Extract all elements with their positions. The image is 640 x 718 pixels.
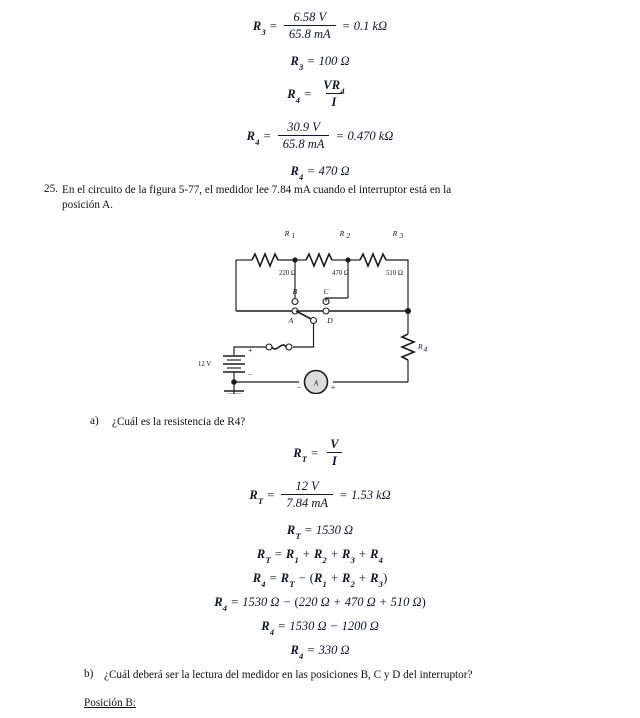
fraction-denominator: 65.8 mA [278, 135, 330, 151]
switch-label-A: A [288, 316, 294, 325]
fuse-terminal-left [266, 344, 272, 350]
resistor-R4-subscript: 4 [423, 344, 428, 354]
fraction-numerator: $VR_4$ [323, 78, 345, 97]
question-a-marker: a) [90, 415, 99, 427]
question-b-marker: b) [84, 668, 94, 680]
question-a-text: ¿Cuál es la resistencia de R4? [112, 416, 246, 428]
resistor-R3-symbol [360, 254, 386, 266]
equation-r4-answer: $R_4$ = 330 Ω [290, 643, 350, 662]
switch-pivot [311, 318, 317, 324]
equation-lhs: $R_T$ [286, 523, 301, 542]
fraction-numerator: 30.9 V [287, 120, 320, 134]
circuit-diagram-figure-5-77 [196, 222, 444, 394]
battery-voltage-label: 12 V [198, 361, 212, 368]
resistor-R4-symbol [402, 334, 414, 360]
ammeter-label: A [313, 378, 319, 388]
switch-contact-B [292, 299, 298, 305]
equation-lhs: $R_4$ [246, 128, 260, 147]
resistor-R4-label: R [418, 342, 423, 351]
resistor-R2-value: 470 Ω [332, 270, 349, 277]
ammeter-plus-terminal: + [330, 383, 336, 392]
battery-minus-sign: − [248, 370, 253, 379]
equation-lhs: $R_4$ [290, 164, 304, 183]
fuse-terminal-right [286, 344, 292, 350]
switch-label-D: D [327, 316, 333, 325]
problem-statement-line2: posición A. [62, 199, 113, 211]
equation-lhs: $R_T$ [249, 487, 264, 506]
resistor-R1-subscript: 1 [291, 231, 296, 240]
equation-result: 1.53 kΩ [351, 487, 391, 502]
resistor-R2-label: R [339, 229, 345, 238]
problem-statement-line1: En el circuito de la figura 5-77, el medidor lee 7.84 mA cuando el interruptor está en la [62, 184, 452, 196]
equation-result: 1530 Ω [315, 523, 354, 537]
fraction-numerator: 12 V [295, 479, 319, 493]
equation-rt-formula: $R_T$ = $\frac{V}{I}$ [0, 437, 640, 469]
resistor-R1-symbol [252, 254, 278, 266]
equation-r4-difference: $R_4$ = 1530 Ω − 1200 Ω [261, 619, 379, 638]
equation-lhs: $R_T$ [293, 445, 308, 464]
wire-r3-to-right-rail [386, 260, 408, 311]
equation-lhs: $R_3$ [252, 18, 266, 37]
equation-lhs: $R_3$ [290, 54, 304, 73]
fraction-numerator: 6.58 V [293, 10, 327, 24]
equation-result: 100 Ω [318, 54, 350, 68]
resistor-R2-symbol [306, 254, 332, 266]
resistor-R3-value: 510 Ω [386, 270, 403, 277]
equation-rt-value: $R_T$ = 1530 Ω [286, 523, 354, 542]
switch-label-B: B [292, 287, 298, 296]
equation-r4-formula: $R_4$ = $\frac{VR_4}{I}$ [0, 78, 640, 110]
wire-switch-to-fuse [293, 324, 314, 348]
resistor-R3-label: R [392, 229, 398, 238]
fraction-denominator: I [326, 93, 341, 109]
equation-rt-series-sum: $R_T$ = $R_1$ + $R_2$ + $R_3$ + $R_4$ [256, 547, 384, 566]
fraction-denominator: 65.8 mA [284, 25, 336, 41]
equation-result: 0.470 kΩ [347, 128, 394, 143]
equation-r4-division: $R_4$ = $\frac{30.9 V}{65.8 mA}$ = 0.470 kΩ [246, 120, 394, 152]
switch-contact-D [323, 308, 329, 314]
equation-r4-substituted: $R_4$ = 1530 Ω − ( 220 Ω + 470 Ω + 510 Ω ) [214, 595, 426, 614]
battery-symbol [223, 356, 245, 372]
ammeter-minus-terminal: − [296, 383, 302, 392]
fuse-element [272, 345, 286, 349]
equation-lhs: $R_4$ [287, 86, 301, 105]
switch-label-C: C [323, 287, 329, 296]
resistor-R1-label: R [284, 229, 290, 238]
equation-r4-value: $R_4$ = 470 Ω [290, 164, 350, 183]
section-heading-posicion-b: Posición B: [84, 697, 136, 709]
fraction-denominator: 7.84 mA [281, 494, 333, 510]
resistor-R2-subscript: 2 [346, 231, 351, 240]
equation-r3-division: $R_3$ = $\frac{6.58 V}{65.8 mA}$ = 0.1 kΩ [252, 10, 388, 42]
equation-r4-isolated: $R_4$ = $R_T$ − ( $R_1$ + $R_2$ + $R_3$ ) [252, 571, 388, 590]
switch-blade [296, 311, 312, 320]
resistor-R3-subscript: 3 [399, 231, 404, 240]
equation-rt-division: $R_T$ = $\frac{12 V}{7.84 mA}$ = 1.53 kΩ [249, 479, 391, 511]
resistor-R1-value: 220 Ω [279, 270, 296, 277]
problem-number: 25. [44, 183, 58, 195]
equation-result: 0.1 kΩ [353, 18, 388, 33]
fraction-numerator: V [330, 437, 339, 451]
battery-plus-sign: + [248, 346, 253, 355]
question-b-text: ¿Cuál deberá ser la lectura del medidor en las posiciones B, C y D del interruptor? [104, 669, 473, 681]
equation-result: 470 Ω [318, 164, 350, 178]
fraction-denominator: I [327, 452, 342, 468]
equation-r3-value: $R_3$ = 100 Ω [290, 54, 350, 73]
